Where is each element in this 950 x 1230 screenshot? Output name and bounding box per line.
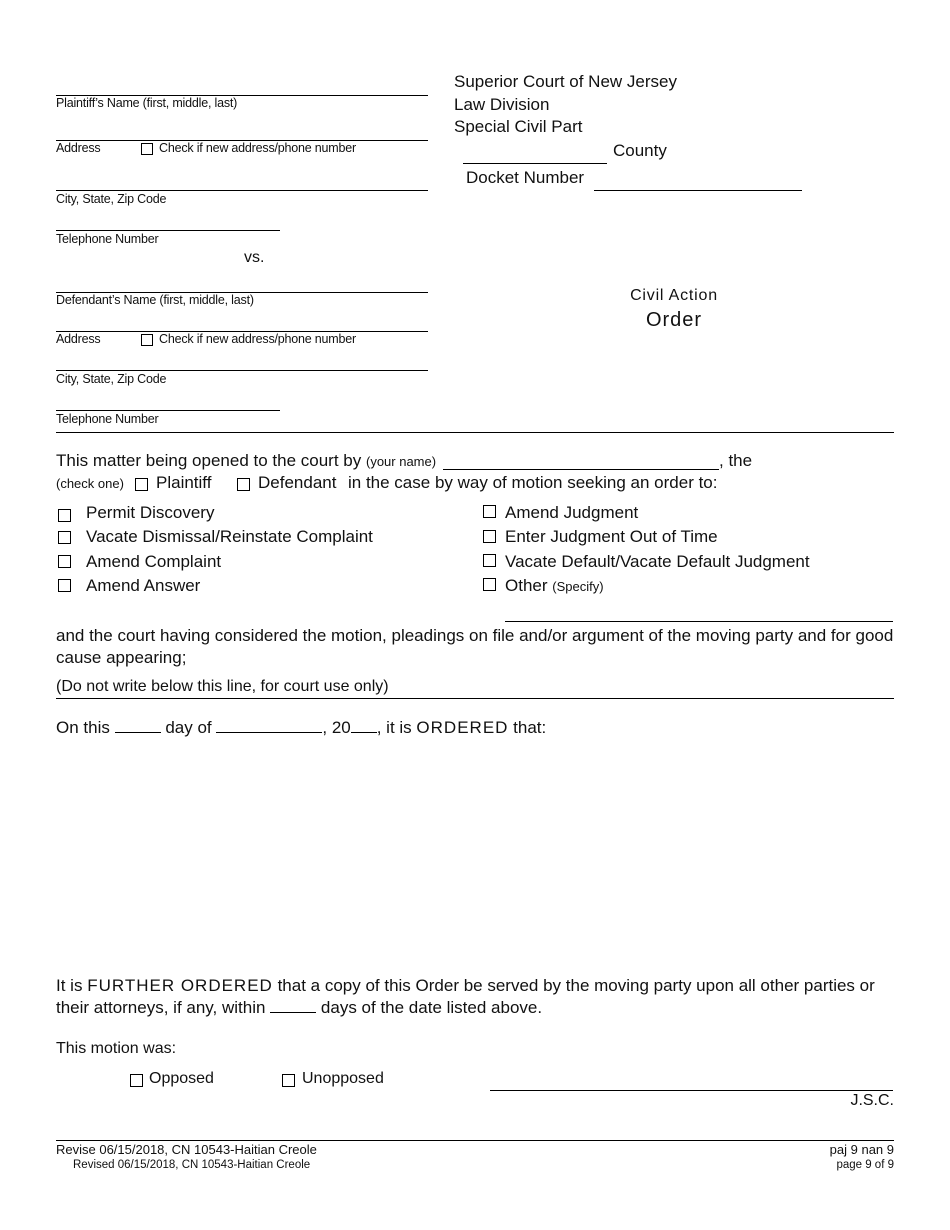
permit-discovery-checkbox[interactable] — [58, 509, 71, 522]
amend-complaint-checkbox[interactable] — [58, 555, 71, 568]
defendant-new-address-checkbox[interactable] — [141, 334, 153, 346]
further-ordered-line1 — [56, 976, 875, 996]
vacate-default-checkbox[interactable] — [483, 554, 496, 567]
footer-page-en: page 9 of 9 — [836, 1159, 894, 1171]
plaintiff-city-label: City, State, Zip Code — [56, 192, 167, 206]
motion-was-label: This motion was: — [56, 1040, 177, 1057]
defendant-option-label: Defendant — [258, 473, 337, 492]
amend-answer-checkbox[interactable] — [58, 579, 71, 592]
other-label: Other — [505, 576, 548, 595]
footer-revision-ht: Revise 06/15/2018, CN 10543-Haitian Creole — [56, 1142, 317, 1157]
plaintiff-phone-label: Telephone Number — [56, 232, 159, 246]
plaintiff-new-address-label: Check if new address/phone number — [159, 141, 356, 155]
other-specify-line[interactable] — [505, 621, 893, 622]
plaintiff-checkbox[interactable] — [135, 478, 148, 491]
further-text-2a: their attorneys, if any, within — [56, 998, 266, 1017]
versus-label: vs. — [244, 249, 265, 266]
further-text-2b: days of the date listed above. — [320, 998, 543, 1017]
plaintiff-name-label: Plaintiff’s Name (first, middle, last) — [56, 96, 238, 110]
defendant-checkbox[interactable] — [237, 478, 250, 491]
defendant-new-address-label: Check if new address/phone number — [159, 332, 356, 346]
matter-intro-text: This matter being opened to the court by — [56, 451, 362, 470]
that-text: that: — [513, 718, 547, 737]
court-part: Special Civil Part — [454, 117, 583, 136]
your-name-line[interactable] — [443, 469, 719, 470]
other-option — [505, 576, 604, 596]
county-line[interactable] — [463, 163, 607, 164]
further-pre-text: It is — [56, 976, 83, 995]
enter-judgment-label: Enter Judgment Out of Time — [505, 527, 718, 546]
enter-judgment-checkbox[interactable] — [483, 530, 496, 543]
jsc-label: J.S.C. — [850, 1092, 894, 1109]
vacate-dismissal-label: Vacate Dismissal/Reinstate Complaint — [86, 527, 373, 546]
your-name-label: (your name) — [365, 454, 437, 469]
day-input[interactable] — [115, 718, 161, 733]
court-division: Law Division — [454, 95, 550, 114]
amend-judgment-label: Amend Judgment — [505, 503, 639, 522]
plaintiff-option-label: Plaintiff — [156, 473, 212, 492]
vacate-default-label: Vacate Default/Vacate Default Judgment — [505, 552, 810, 571]
order-date-line — [56, 718, 546, 738]
county-label: County — [613, 141, 667, 160]
permit-discovery-label: Permit Discovery — [86, 503, 215, 522]
docket-number-label: Docket Number — [466, 168, 585, 187]
matter-intro — [56, 451, 436, 471]
amend-answer-label: Amend Answer — [86, 576, 201, 595]
plaintiff-address-label: Address — [56, 141, 101, 155]
document-title: Order — [645, 309, 703, 331]
it-is-text: , it is — [376, 718, 412, 737]
plaintiff-phone-line[interactable] — [56, 230, 280, 231]
opposed-label: Opposed — [149, 1070, 214, 1087]
amend-judgment-checkbox[interactable] — [483, 505, 496, 518]
court-use-divider — [56, 698, 894, 699]
other-checkbox[interactable] — [483, 578, 496, 591]
opposed-checkbox[interactable] — [130, 1074, 143, 1087]
the-text: , the — [719, 451, 753, 470]
year-input[interactable] — [351, 718, 377, 733]
days-input[interactable] — [270, 998, 316, 1013]
plaintiff-city-line[interactable] — [56, 190, 428, 191]
check-one-label: (check one) — [56, 476, 124, 491]
other-specify-label: (Specify) — [552, 579, 604, 594]
vacate-dismissal-checkbox[interactable] — [58, 531, 71, 544]
amend-complaint-label: Amend Complaint — [86, 552, 222, 571]
month-input[interactable] — [216, 718, 322, 733]
defendant-phone-line[interactable] — [56, 410, 280, 411]
motion-text: in the case by way of motion seeking an order to: — [348, 473, 718, 492]
further-text-1: that a copy of this Order be served by the moving party upon all other parties or — [277, 976, 875, 995]
ordered-text: ORDERED — [416, 718, 509, 737]
court-name: Superior Court of New Jersey — [454, 72, 677, 91]
judge-signature-line[interactable] — [490, 1090, 893, 1091]
defendant-phone-label: Telephone Number — [56, 412, 159, 426]
further-ordered-line2 — [56, 998, 542, 1018]
header-divider — [56, 432, 894, 433]
footer-divider — [56, 1140, 894, 1141]
plaintiff-new-address-checkbox[interactable] — [141, 143, 153, 155]
defendant-city-line[interactable] — [56, 370, 428, 371]
defendant-address-label: Address — [56, 332, 101, 346]
footer-revision-en: Revised 06/15/2018, CN 10543-Haitian Creole — [73, 1159, 311, 1171]
day-of-text: day of — [165, 718, 212, 737]
defendant-name-label: Defendant’s Name (first, middle, last) — [56, 293, 254, 307]
unopposed-checkbox[interactable] — [282, 1074, 295, 1087]
docket-number-line[interactable] — [594, 190, 802, 191]
civil-action-label: Civil Action — [630, 287, 718, 304]
court-use-notice: (Do not write below this line, for court use only) — [56, 678, 389, 695]
considered-text: and the court having considered the motion, pleadings on file and/or argument of the moving party and for good cause appearing; — [56, 626, 894, 667]
footer-page-ht: paj 9 nan 9 — [829, 1142, 894, 1157]
year-prefix-text: , 20 — [322, 718, 351, 737]
further-ordered-text: FURTHER ORDERED — [87, 976, 273, 995]
unopposed-label: Unopposed — [302, 1070, 384, 1087]
defendant-city-label: City, State, Zip Code — [56, 372, 167, 386]
on-this-text: On this — [56, 718, 110, 737]
